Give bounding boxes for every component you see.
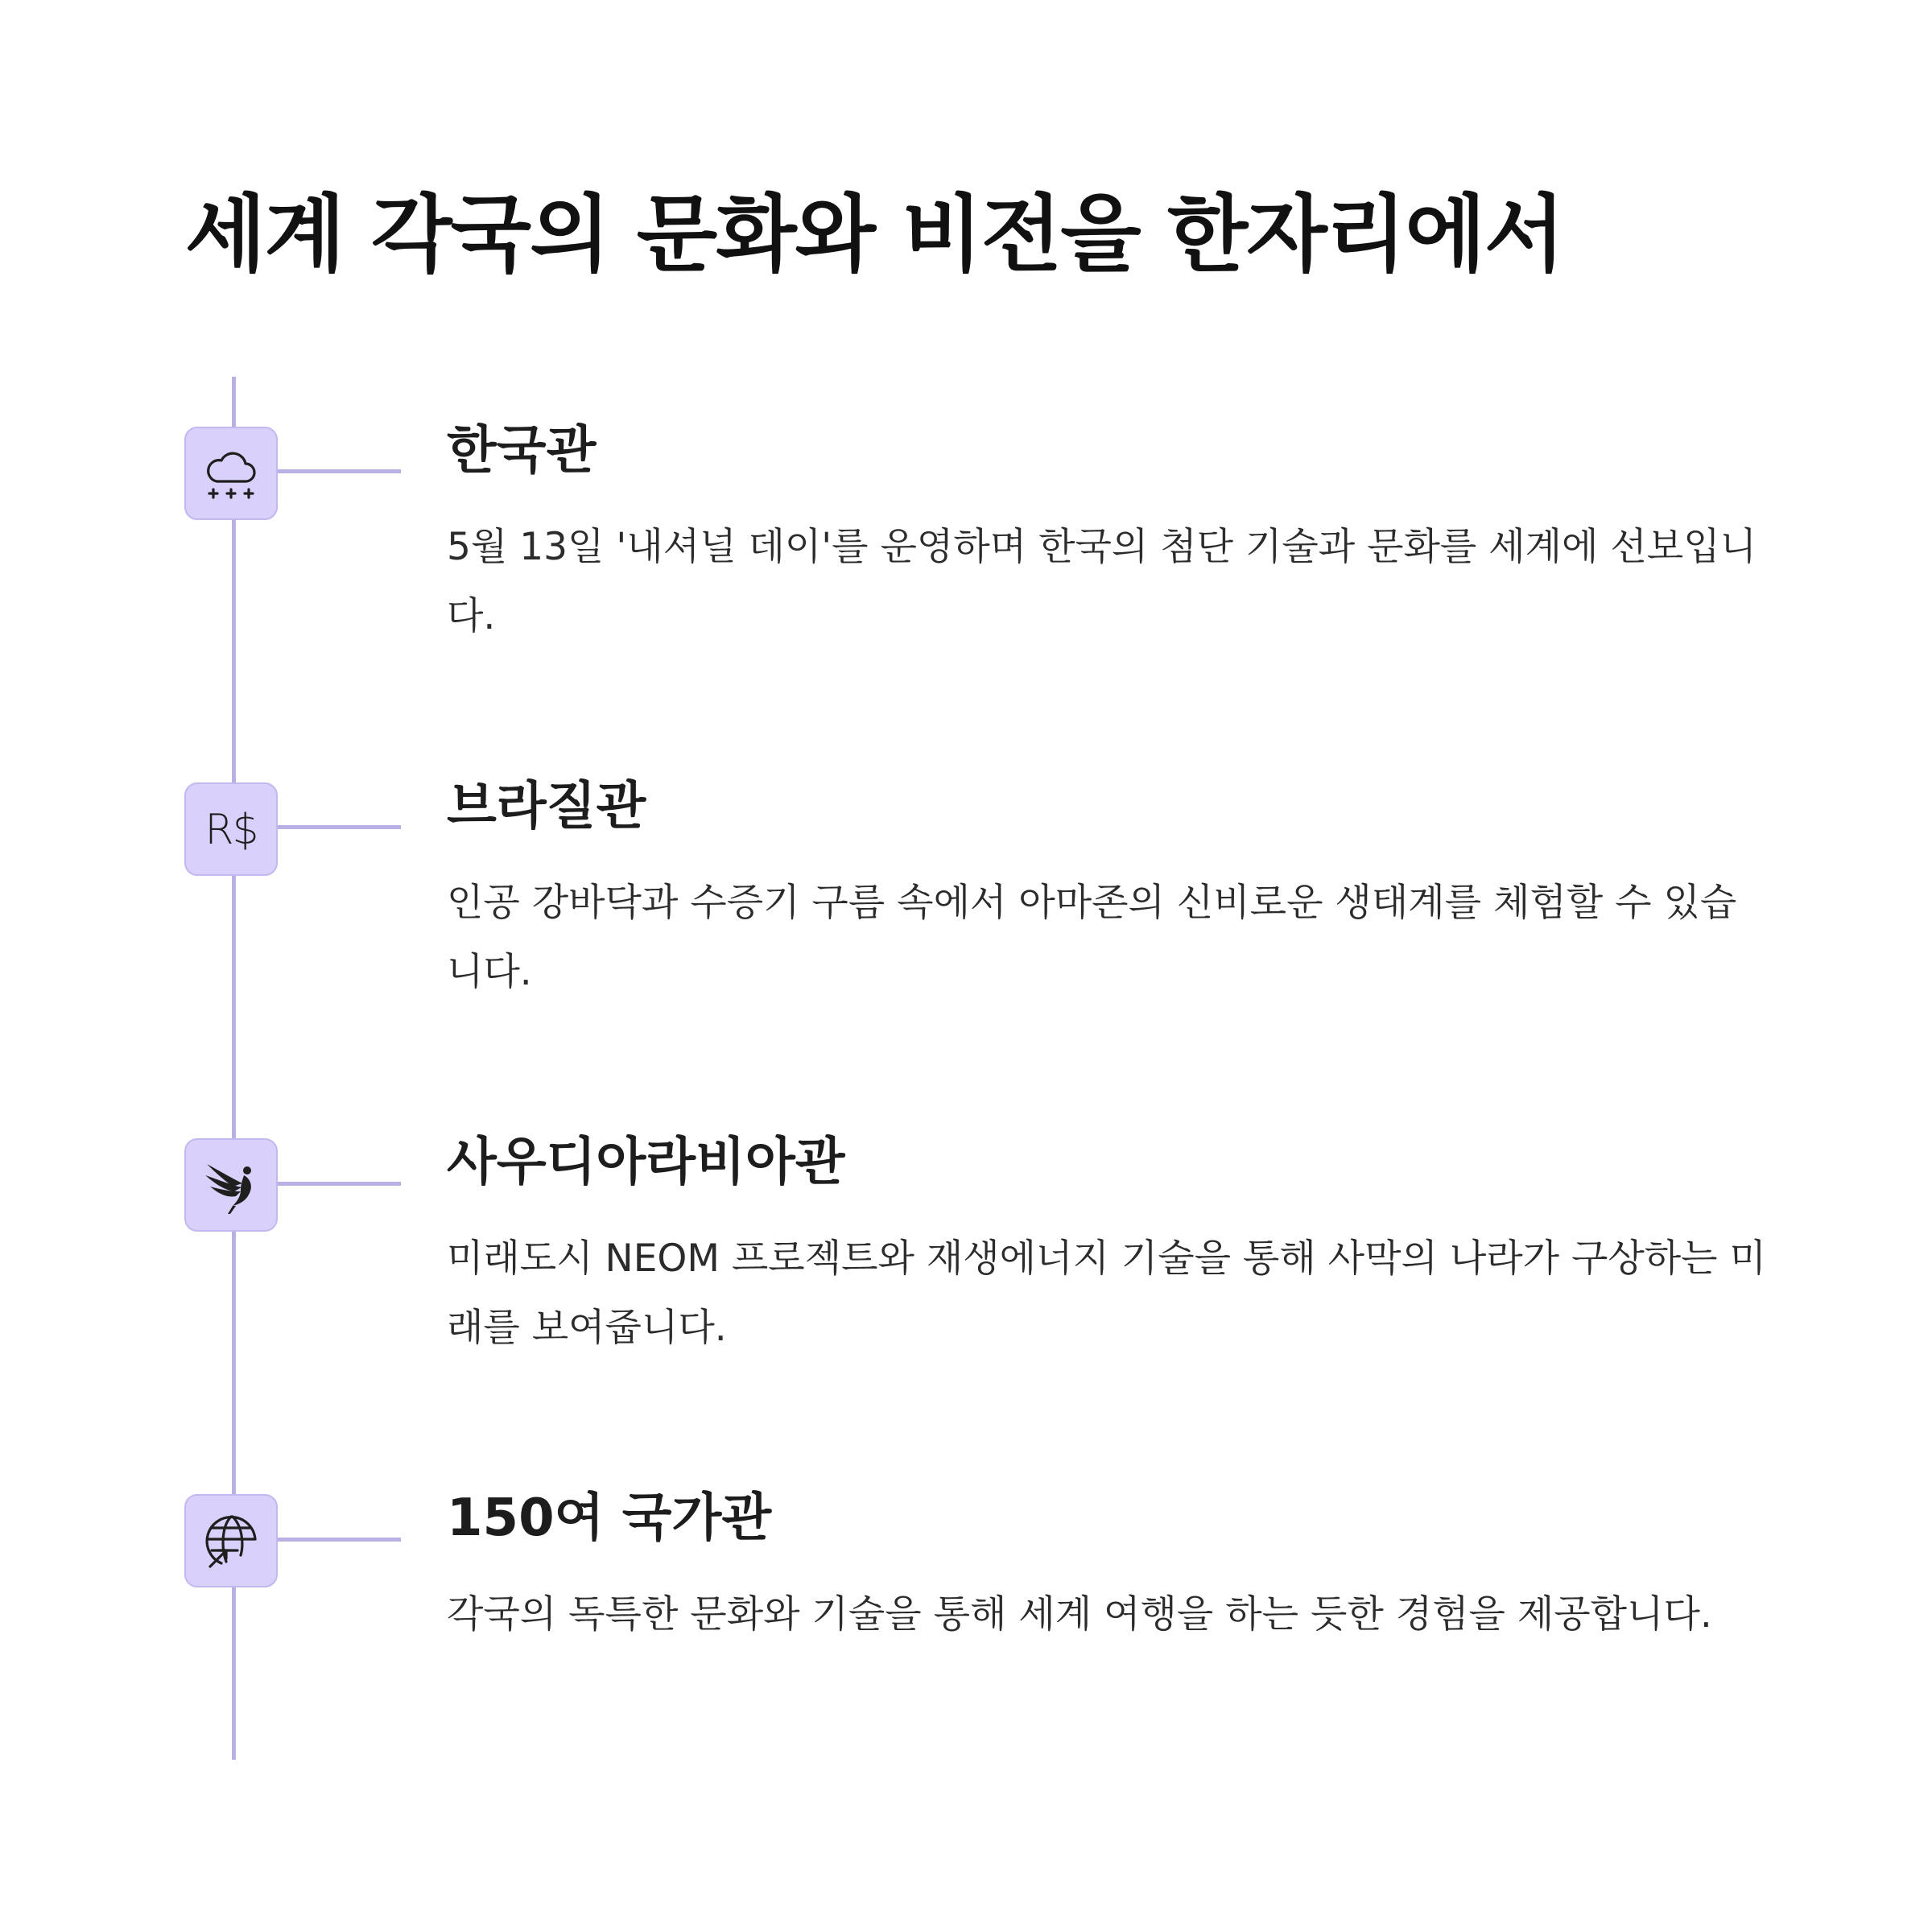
connector-line [278, 469, 401, 473]
connector-line [278, 1538, 401, 1542]
icon-badge [184, 427, 278, 520]
icon-badge [184, 1494, 278, 1587]
item-description: 각국의 독특한 문화와 기술을 통해 세계 여행을 하는 듯한 경험을 제공합니다. [447, 1592, 1712, 1637]
item-description: 미래도시 NEOM 프로젝트와 재생에너지 기술을 통해 사막의 나라가 구상하는 미래를 보여줍니다. [447, 1236, 1766, 1350]
connector-line [278, 825, 401, 829]
connector-line [278, 1182, 401, 1186]
item-description: 5월 13일 '내셔널 데이'를 운영하며 한국의 첨단 기술과 문화를 세계에 선보입니다. [447, 525, 1757, 638]
globe-plane-icon [197, 1507, 265, 1575]
icon-badge [184, 782, 278, 876]
svg-text:R$: R$ [204, 806, 258, 854]
item-title: 브라질관 [447, 777, 646, 836]
cloud-snow-icon [197, 440, 265, 507]
item-title: 한국관 [447, 421, 597, 481]
icon-badge [184, 1138, 278, 1232]
page-title: 세계 각국의 문화와 비전을 한자리에서 [185, 185, 1564, 283]
item-title: 150여 국가관 [447, 1488, 772, 1548]
item-description: 인공 강바닥과 수증기 구름 속에서 아마존의 신비로운 생태계를 체험할 수 있습니다. [447, 881, 1737, 994]
item-title: 사우디아라비아관 [447, 1133, 845, 1192]
brazilian-real-icon [197, 795, 265, 863]
winged-figure-icon [197, 1151, 265, 1219]
